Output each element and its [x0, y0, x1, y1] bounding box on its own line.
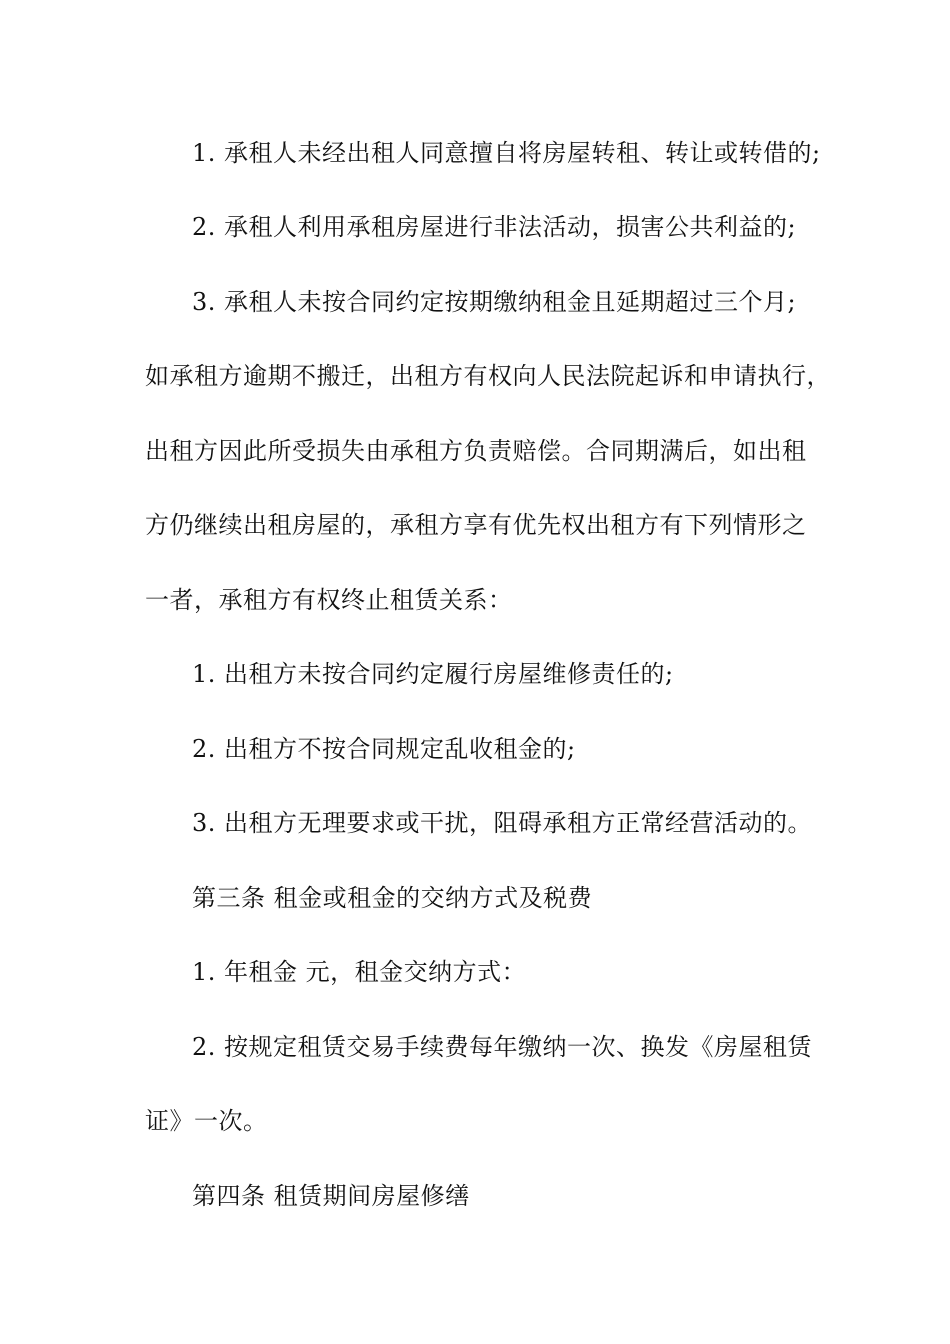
clause-line-3: 3. 承租人未按合同约定按期缴纳租金且延期超过三个月; — [192, 288, 797, 316]
article-4-heading: 第四条 租赁期间房屋修缮 — [192, 1182, 470, 1210]
article-3-heading: 第三条 租金或租金的交纳方式及税费 — [192, 884, 593, 912]
lessor-clause-1: 1. 出租方未按合同约定履行房屋维修责任的; — [192, 660, 674, 688]
rent-item-2-continued: 证》一次。 — [145, 1107, 268, 1135]
clause-line-2: 2. 承租人利用承租房屋进行非法活动，损害公共利益的; — [192, 213, 797, 241]
paragraph-line-4: 一者，承租方有权终止租赁关系： — [145, 586, 513, 614]
paragraph-line-2: 出租方因此所受损失由承租方负责赔偿。合同期满后，如出租 — [145, 437, 807, 465]
paragraph-line-3: 方仍继续出租房屋的，承租方享有优先权出租方有下列情形之 — [145, 511, 807, 539]
paragraph-line-1: 如承租方逾期不搬迁，出租方有权向人民法院起诉和申请执行， — [145, 362, 831, 390]
lessor-clause-3: 3. 出租方无理要求或干扰，阻碍承租方正常经营活动的。 — [192, 809, 813, 837]
rent-item-2: 2. 按规定租赁交易手续费每年缴纳一次、换发《房屋租赁 — [192, 1033, 813, 1061]
clause-line-1: 1. 承租人未经出租人同意擅自将房屋转租、转让或转借的; — [192, 139, 821, 167]
rent-item-1: 1. 年租金 元，租金交纳方式： — [192, 958, 527, 986]
lessor-clause-2: 2. 出租方不按合同规定乱收租金的; — [192, 735, 576, 763]
